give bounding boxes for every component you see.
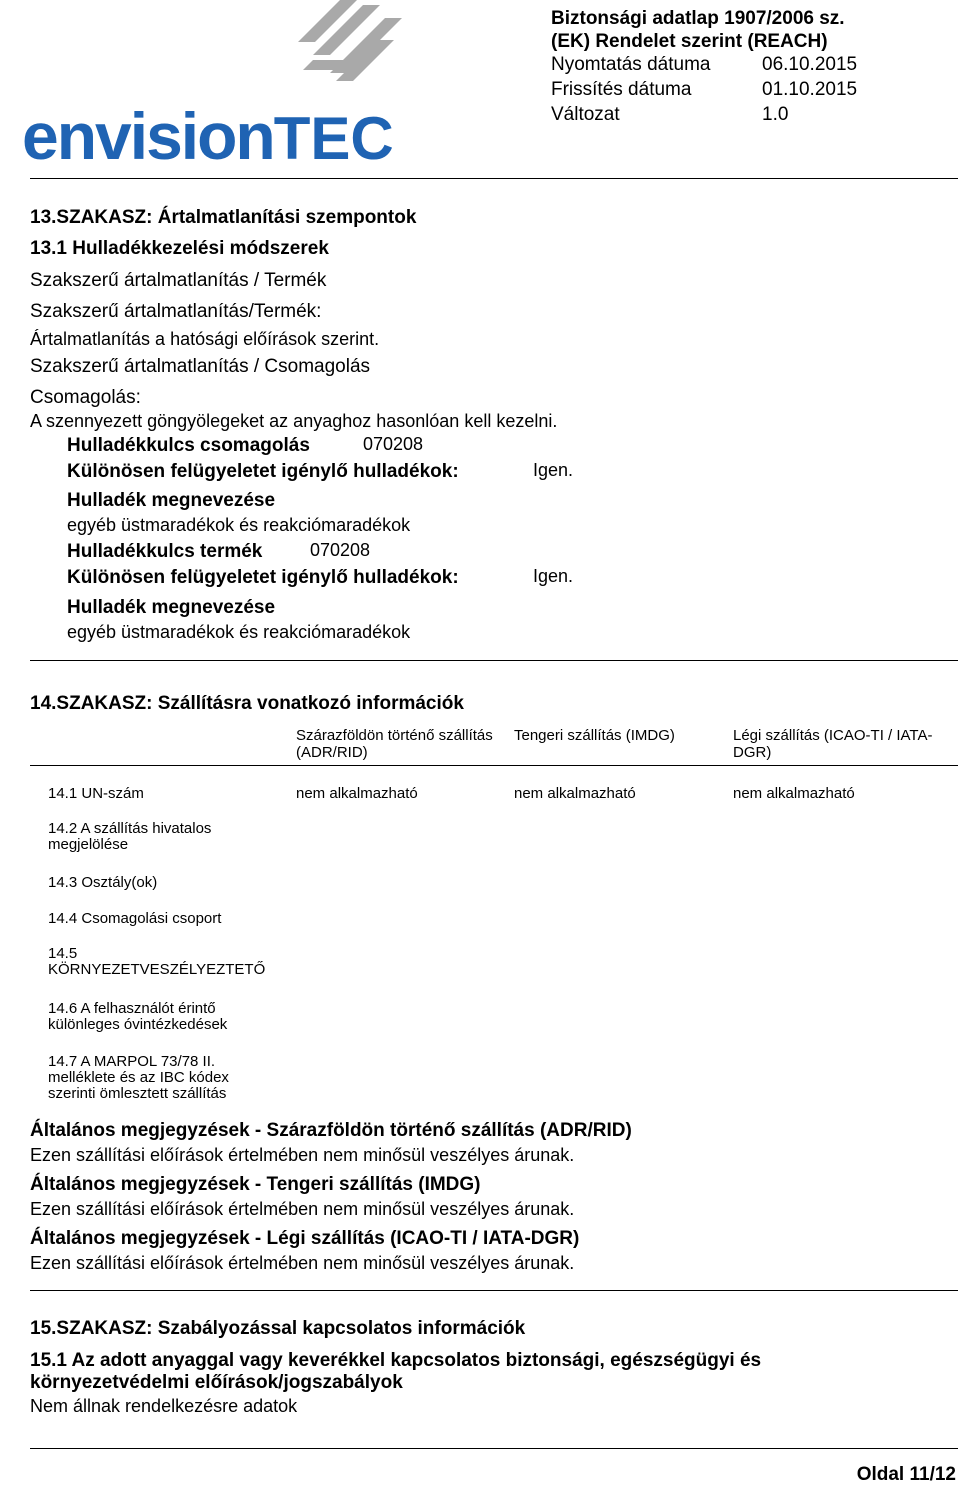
note1-text: Ezen szállítási előírások értelmében nem minősül veszélyes árunak.: [30, 1145, 575, 1165]
row-un-label: 14.1 UN-szám: [48, 785, 144, 802]
pack-code-label: Hulladékkulcs csomagolás: [67, 435, 310, 456]
section13-heading: 13.SZAKASZ: Ártalmatlanítási szempontok: [30, 207, 417, 228]
header-divider: [30, 178, 958, 179]
col-header-land: Szárazföldön történő szállítás (ADR/RID): [296, 727, 493, 761]
prod-name-label: Hulladék megnevezése: [67, 597, 276, 618]
col-header-sea: Tengeri szállítás (IMDG): [514, 727, 675, 744]
row-environmental-label: 14.5 KÖRNYEZETVESZÉLYEZTETŐ: [48, 945, 266, 978]
col-header-air: Légi szállítás (ICAO-TI / IATA-DGR): [733, 727, 933, 761]
section14-heading: 14.SZAKASZ: Szállításra vonatkozó információk: [30, 693, 464, 714]
row-class-label: 14.3 Osztály(ok): [48, 874, 158, 891]
pack-name-label: Hulladék megnevezése: [67, 490, 276, 511]
prod-name-value: egyéb üstmaradékok és reakciómaradékok: [67, 622, 411, 642]
page-number: Oldal 11/12: [856, 1464, 956, 1485]
row-un-sea: nem alkalmazható: [514, 785, 636, 802]
footer-divider: [30, 1448, 958, 1449]
version-label: Változat: [551, 104, 620, 125]
row-un-land: nem alkalmazható: [296, 785, 418, 802]
revision-date-label: Frissítés dátuma: [551, 79, 692, 100]
logo-mark-icon: [285, 0, 415, 100]
note3-heading: Általános megjegyzések - Légi szállítás (ICAO-TI / IATA-DGR): [30, 1228, 580, 1249]
table-header-divider: [30, 765, 958, 766]
product-heading: Szakszerű ártalmatlanítás / Termék: [30, 270, 327, 291]
packaging-heading: Szakszerű ártalmatlanítás / Csomagolás: [30, 356, 371, 377]
doc-title-line2: (EK) Rendelet szerint (REACH): [551, 31, 828, 52]
row-shipping-name-label: 14.2 A szállítás hivatalos megjelölése: [48, 820, 212, 853]
row-un-air: nem alkalmazható: [733, 785, 855, 802]
pack-name-value: egyéb üstmaradékok és reakciómaradékok: [67, 515, 411, 535]
note1-heading: Általános megjegyzések - Szárazföldön történő szállítás (ADR/RID): [30, 1120, 632, 1141]
row-precautions-label: 14.6 A felhasználót érintő különleges óvintézkedések: [48, 1000, 228, 1033]
revision-date: 01.10.2015: [762, 79, 858, 100]
row-marpol-label: 14.7 A MARPOL 73/78 II. melléklete és az IBC kódex szerinti ömlesztett szállítás: [48, 1053, 229, 1102]
prod-special-value: Igen.: [533, 566, 574, 586]
section15-heading: 15.SZAKASZ: Szabályozással kapcsolatos információk: [30, 1318, 526, 1339]
product-label: Szakszerű ártalmatlanítás/Termék:: [30, 301, 322, 322]
note2-text: Ezen szállítási előírások értelmében nem minősül veszélyes árunak.: [30, 1199, 575, 1219]
print-date: 06.10.2015: [762, 54, 858, 75]
pack-special-label: Különösen felügyeletet igénylő hulladékok:: [67, 461, 459, 482]
prod-special-label: Különösen felügyeletet igénylő hulladékok:: [67, 567, 459, 588]
version: 1.0: [762, 104, 789, 125]
packaging-text: A szennyezett göngyölegeket az anyaghoz hasonlóan kell kezelni.: [30, 411, 558, 431]
logo-main-text: envision: [22, 99, 274, 173]
note3-text: Ezen szállítási előírások értelmében nem minősül veszélyes árunak.: [30, 1253, 575, 1273]
section13-divider: [30, 660, 958, 661]
product-text: Ártalmatlanítás a hatósági előírások szerint.: [30, 329, 380, 349]
prod-code-value: 070208: [310, 540, 371, 560]
section13-sub1: 13.1 Hulladékkezelési módszerek: [30, 238, 329, 259]
print-date-label: Nyomtatás dátuma: [551, 54, 711, 75]
row-packing-group-label: 14.4 Csomagolási csoport: [48, 910, 222, 927]
logo-tec-text: TEC: [273, 105, 394, 172]
prod-code-label: Hulladékkulcs termék: [67, 541, 263, 562]
section15-sub1-line2: környezetvédelmi előírások/jogszabályok: [30, 1372, 403, 1393]
section15-sub1-text: Nem állnak rendelkezésre adatok: [30, 1396, 298, 1416]
note2-heading: Általános megjegyzések - Tengeri szállítás (IMDG): [30, 1174, 481, 1195]
packaging-label: Csomagolás:: [30, 387, 141, 408]
pack-special-value: Igen.: [533, 460, 574, 480]
pack-code-value: 070208: [363, 434, 424, 454]
section15-sub1-line1: 15.1 Az adott anyaggal vagy keverékkel kapcsolatos biztonsági, egészségügyi és: [30, 1350, 762, 1371]
doc-title-line1: Biztonsági adatlap 1907/2006 sz.: [551, 8, 845, 29]
section14-divider: [30, 1290, 958, 1291]
